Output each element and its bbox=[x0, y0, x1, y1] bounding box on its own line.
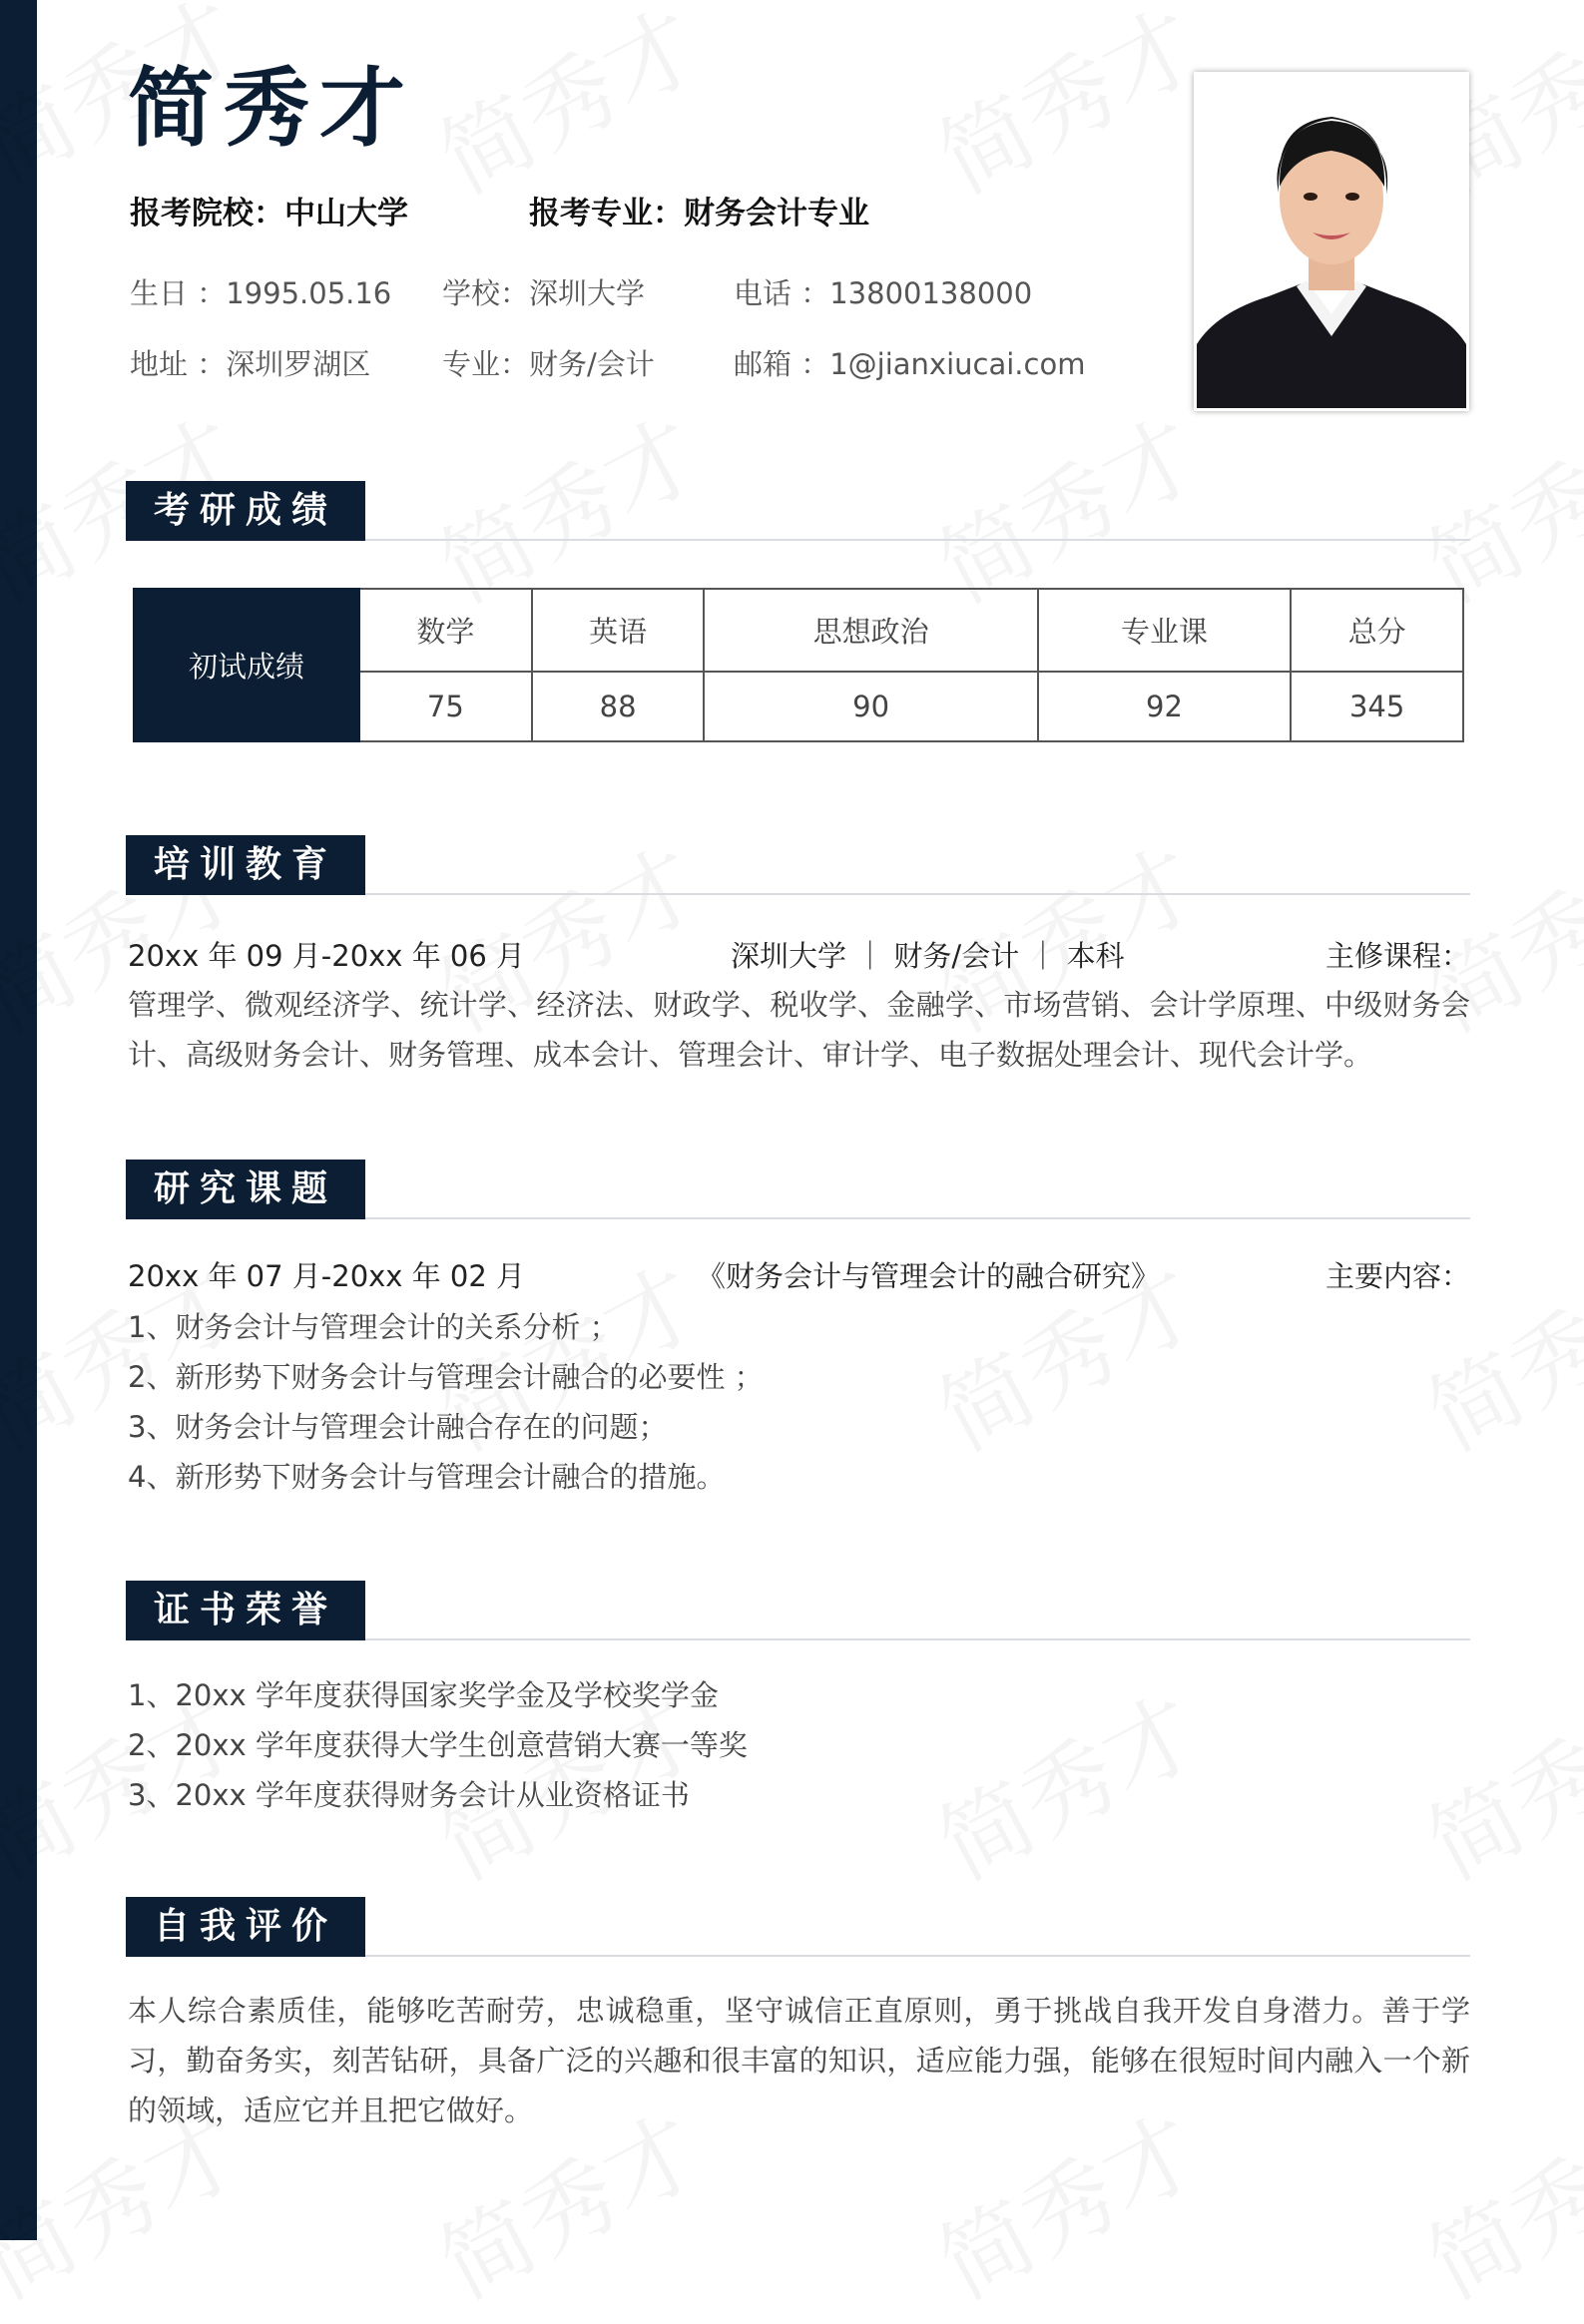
education-entry-header bbox=[128, 934, 1470, 974]
target-school-label: 报考院校： bbox=[130, 196, 284, 232]
section-divider bbox=[365, 1638, 1470, 1640]
score-header-cell: 数学 bbox=[359, 589, 532, 672]
target-school bbox=[130, 188, 408, 232]
list-item: 1、20xx 学年度获得国家奖学金及学校奖学金 bbox=[128, 1678, 719, 1712]
education-courses: 管理学、微观经济学、统计学、经济法、财政学、税收学、金融学、市场营销、会计学原理、中级财务会计、高级财务会计、财务管理、成本会计、管理会计、审计学、电子数据处理会计、现代会计学。 bbox=[128, 988, 1470, 1072]
candidate-name: 简秀才 bbox=[128, 59, 415, 159]
education-period: 20xx 年 09 月-20xx 年 06 月 bbox=[128, 939, 526, 973]
research-title: 《财务会计与管理会计的融合研究》 bbox=[697, 1259, 1161, 1293]
target-school-value: 中山大学 bbox=[284, 196, 408, 232]
section-header-self-evaluation bbox=[126, 1897, 1470, 1959]
score-header-cell: 总分 bbox=[1291, 589, 1463, 672]
score-value-cell: 75 bbox=[359, 672, 532, 741]
profile-photo bbox=[1194, 72, 1469, 411]
score-table bbox=[133, 588, 1464, 742]
list-item: 2、新形势下财务会计与管理会计融合的必要性 ； bbox=[128, 1360, 764, 1394]
section-title: 证书荣誉 bbox=[126, 1581, 365, 1640]
section-title: 培训教育 bbox=[126, 835, 365, 895]
education-institution: 深圳大学 ｜ 财务/会计 ｜ 本科 bbox=[731, 939, 1125, 973]
section-header-education bbox=[126, 835, 1470, 897]
score-value-cell: 90 bbox=[704, 672, 1037, 741]
section-header-research bbox=[126, 1160, 1470, 1221]
research-content-label: 主要内容： bbox=[1324, 1259, 1470, 1293]
list-item: 3、20xx 学年度获得财务会计从业资格证书 bbox=[128, 1778, 690, 1812]
score-value-cell: 88 bbox=[532, 672, 705, 741]
info-major: 专业：财务/会计 bbox=[442, 347, 655, 381]
info-school: 学校：深圳大学 bbox=[442, 276, 646, 310]
info-address: 地址 ：深圳罗湖区 bbox=[130, 347, 371, 381]
table-row bbox=[134, 589, 1463, 672]
list-item: 4、新形势下财务会计与管理会计融合的措施。 bbox=[128, 1460, 726, 1494]
list-item: 1、财务会计与管理会计的关系分析 ； bbox=[128, 1310, 619, 1344]
score-row-label: 初试成绩 bbox=[134, 589, 359, 741]
target-major bbox=[529, 188, 869, 232]
section-title: 考研成绩 bbox=[126, 481, 365, 541]
section-header-certificates bbox=[126, 1581, 1470, 1642]
education-courses-label: 主修课程： bbox=[1324, 939, 1470, 973]
section-header-scores bbox=[126, 481, 1470, 543]
info-birthday: 生日 ：1995.05.16 bbox=[130, 276, 392, 310]
list-item: 2、20xx 学年度获得大学生创意营销大赛一等奖 bbox=[128, 1728, 748, 1762]
section-divider bbox=[365, 539, 1470, 541]
info-email: 邮箱 ：1@jianxiucai.com bbox=[734, 347, 1086, 381]
section-divider bbox=[365, 893, 1470, 895]
score-header-cell: 思想政治 bbox=[704, 589, 1037, 672]
section-divider bbox=[365, 1955, 1470, 1957]
section-divider bbox=[365, 1217, 1470, 1219]
research-period: 20xx 年 07 月-20xx 年 02 月 bbox=[128, 1259, 526, 1293]
section-title: 自我评价 bbox=[126, 1897, 365, 1957]
target-major-label: 报考专业： bbox=[529, 196, 684, 232]
target-major-value: 财务会计专业 bbox=[684, 196, 869, 232]
score-value-cell: 92 bbox=[1038, 672, 1292, 741]
list-item: 3、财务会计与管理会计融合存在的问题； bbox=[128, 1410, 668, 1444]
score-header-cell: 专业课 bbox=[1038, 589, 1292, 672]
info-phone: 电话 ：13800138000 bbox=[734, 276, 1033, 310]
section-title: 研究课题 bbox=[126, 1160, 365, 1219]
portrait-image bbox=[1197, 75, 1466, 408]
research-entry-header bbox=[128, 1254, 1470, 1294]
score-value-cell: 345 bbox=[1291, 672, 1463, 741]
self-evaluation-text: 本人综合素质佳，能够吃苦耐劳，忠诚稳重，坚守诚信正直原则，勇于挑战自我开发自身潜力。善于学习，勤奋务实，刻苦钻研，具备广泛的兴趣和很丰富的知识，适应能力强，能够在很短时间内融入一个新的领域，适应它并且把它做好。 bbox=[128, 1994, 1470, 2127]
score-header-cell: 英语 bbox=[532, 589, 705, 672]
